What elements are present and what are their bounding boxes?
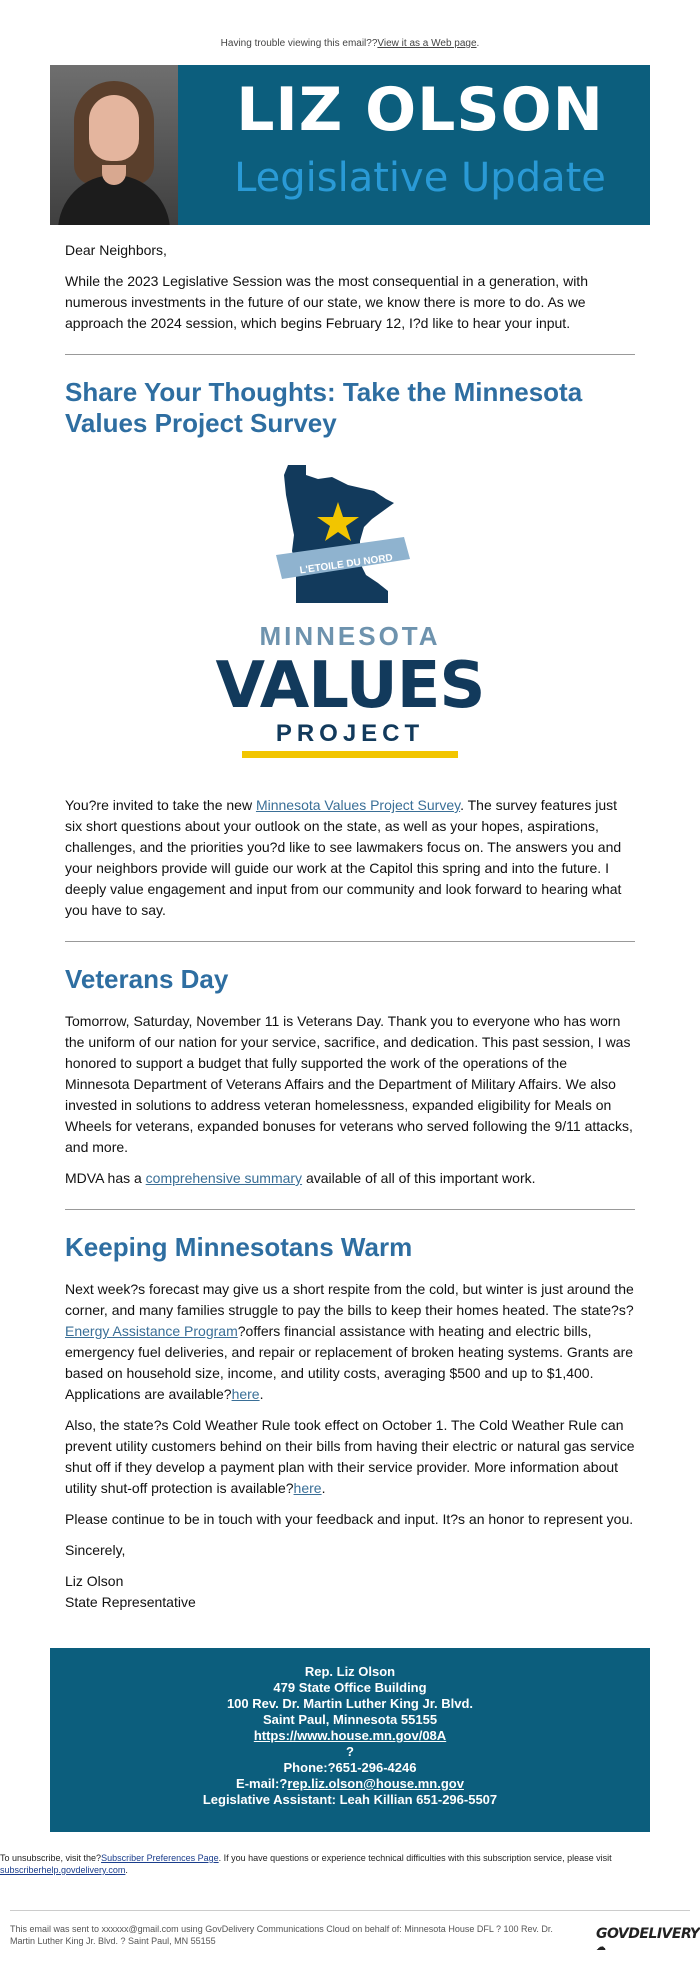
unsubscribe-notice: To unsubscribe, visit the?Subscriber Preferences Page. If you have questions or experience technical difficulties with this subscription service, please visit subscriberhelp.govdelivery.com. — [0, 1853, 612, 1875]
ribbon-text: L'ETOILE DU NORD — [298, 552, 394, 577]
energy-assistance-paragraph: Next week?s forecast may give us a short respite from the cold, but winter is just around the corner, and many families struggle to pay the bills to keep their homes heated. The state?s?Energy Assistance Program?offers financial assistance with heating and electric bills, emergency fuel deliveries, and repair or replacement of broken heating systems. Grants are based on household size, income, and utility costs, averaging $500 and up to $1,400. Applications are available?here. — [65, 1281, 634, 1402]
contact-footer — [50, 1648, 650, 1832]
divider — [65, 941, 635, 942]
logo-minnesota-text: MINNESOTA — [259, 621, 441, 651]
minnesota-values-project-logo — [65, 455, 635, 771]
survey-link[interactable]: Minnesota Values Project Survey — [255, 797, 461, 813]
subscriber-preferences-link[interactable]: Subscriber Preferences Page — [101, 1853, 219, 1863]
banner-name: LIZ OLSON — [236, 75, 604, 145]
divider — [65, 354, 635, 355]
footer-email-line: E-mail:?rep.liz.olson@house.mn.gov — [236, 1776, 464, 1791]
speech-bubble-icon: ☁ — [596, 1942, 606, 1953]
header-banner — [50, 65, 650, 225]
preheader-end: . — [476, 38, 480, 49]
preheader-text: Having trouble viewing this email?? — [220, 38, 378, 49]
signature — [65, 1571, 635, 1613]
minnesota-state-shape — [284, 465, 394, 603]
footer-street: 100 Rev. Dr. Martin Luther King Jr. Blvd. — [226, 1696, 474, 1711]
footer-divider — [10, 1910, 690, 1911]
preheader — [0, 38, 700, 49]
footer-office: 479 State Office Building — [273, 1680, 427, 1695]
divider — [65, 1209, 635, 1210]
email-link[interactable]: rep.liz.olson@house.mn.gov — [287, 1776, 464, 1791]
cold-weather-paragraph: Also, the state?s Cold Weather Rule took effect on October 1. The Cold Weather Rule can prevent utility customers behind on their bills from having their electric or natural gas service shut off if they develop a payment plan with their service provider. More information about utility shut-off protection is available?here. — [65, 1417, 635, 1496]
mvp-logo-graphic — [210, 455, 490, 765]
footer-assistant: Legislative Assistant: Leah Killian 651-296-5507 — [202, 1792, 498, 1807]
energy-assistance-link[interactable]: Energy Assistance Program — [65, 1323, 238, 1339]
veterans-heading: Veterans Day — [65, 964, 229, 994]
signer-name: Liz Olson — [65, 1573, 124, 1589]
closing-paragraph: Please continue to be in touch with your feedback and input. It?s an honor to represent you. — [65, 1511, 634, 1527]
banner-subtitle: Legislative Update — [234, 155, 606, 201]
warm-heading: Keeping Minnesotans Warm — [65, 1232, 413, 1262]
govdelivery-logo — [596, 1926, 700, 1960]
intro-paragraph: While the 2023 Legislative Session was the most consequential in a generation, with numerous investments in the future of our state, we know there is more to do. As we approach the 2024 session, which begins February 12, I?d like to hear your input. — [65, 273, 588, 331]
footer-phone: Phone:?651-296-4246 — [283, 1760, 417, 1775]
greeting: Dear Neighbors, — [65, 242, 167, 258]
sign-off: Sincerely, — [65, 1542, 126, 1558]
veterans-paragraph: Tomorrow, Saturday, November 11 is Veterans Day. Thank you to everyone who has worn the uniform of our nation for your service, sacrifice, and dedication. This past session, I was honored to support a budget that fully supported the work of the operations of the Minnesota Department of Veterans Affairs and the Department of Military Affairs. We also invested in solutions to address veteran homelessness, expanded eligibility for Meals on Wheels for veterans, expanded bonuses for veterans who served following the 9/11 attacks, and more. — [65, 1013, 633, 1155]
footer-spacer: ? — [346, 1744, 354, 1759]
survey-heading: Share Your Thoughts: Take the Minnesota Values Project Survey — [65, 377, 583, 438]
email-content — [50, 225, 650, 1613]
subscriber-help-link[interactable]: subscriberhelp.govdelivery.com — [0, 1865, 126, 1875]
signer-title: State Representative — [65, 1594, 196, 1610]
applications-here-link[interactable]: here — [231, 1386, 260, 1402]
mdva-paragraph: MDVA has a comprehensive summary available of all of this important work. — [65, 1170, 536, 1186]
view-web-page-link[interactable]: View it as a Web page — [377, 38, 477, 49]
footer-name: Rep. Liz Olson — [304, 1664, 396, 1679]
survey-paragraph: You?re invited to take the new Minnesota Values Project Survey. The survey features just six short questions about your outlook on the state, as well as your hopes, aspirations, challenges, and the priorities you?d like to see lawmakers focus on. The answers you and your neighbors provide will guide our work at the Capitol this spring and into the future. I deeply value engagement and input from our community and look forward to hearing what you have to say. — [65, 797, 622, 918]
logo-values-text: VALUES — [215, 649, 485, 723]
comprehensive-summary-link[interactable]: comprehensive summary — [145, 1170, 303, 1186]
email-body — [50, 65, 650, 1832]
govdelivery-brand-text: GOVDELIVERY — [596, 1926, 700, 1942]
website-link[interactable]: https://www.house.mn.gov/08A — [253, 1728, 447, 1743]
footer-city: Saint Paul, Minnesota 55155 — [262, 1712, 438, 1727]
logo-underline — [242, 751, 458, 758]
shutoff-info-here-link[interactable]: here — [293, 1480, 322, 1496]
sent-notice: This email was sent to xxxxxx@gmail.com using GovDelivery Communications Cloud on behalf of: Minnesota House DFL ? 100 Rev. Dr. Martin Luther King Jr. Blvd. ? Saint Paul, MN 55155 — [10, 1924, 553, 1946]
representative-photo — [50, 65, 178, 225]
logo-project-text: PROJECT — [275, 720, 425, 747]
